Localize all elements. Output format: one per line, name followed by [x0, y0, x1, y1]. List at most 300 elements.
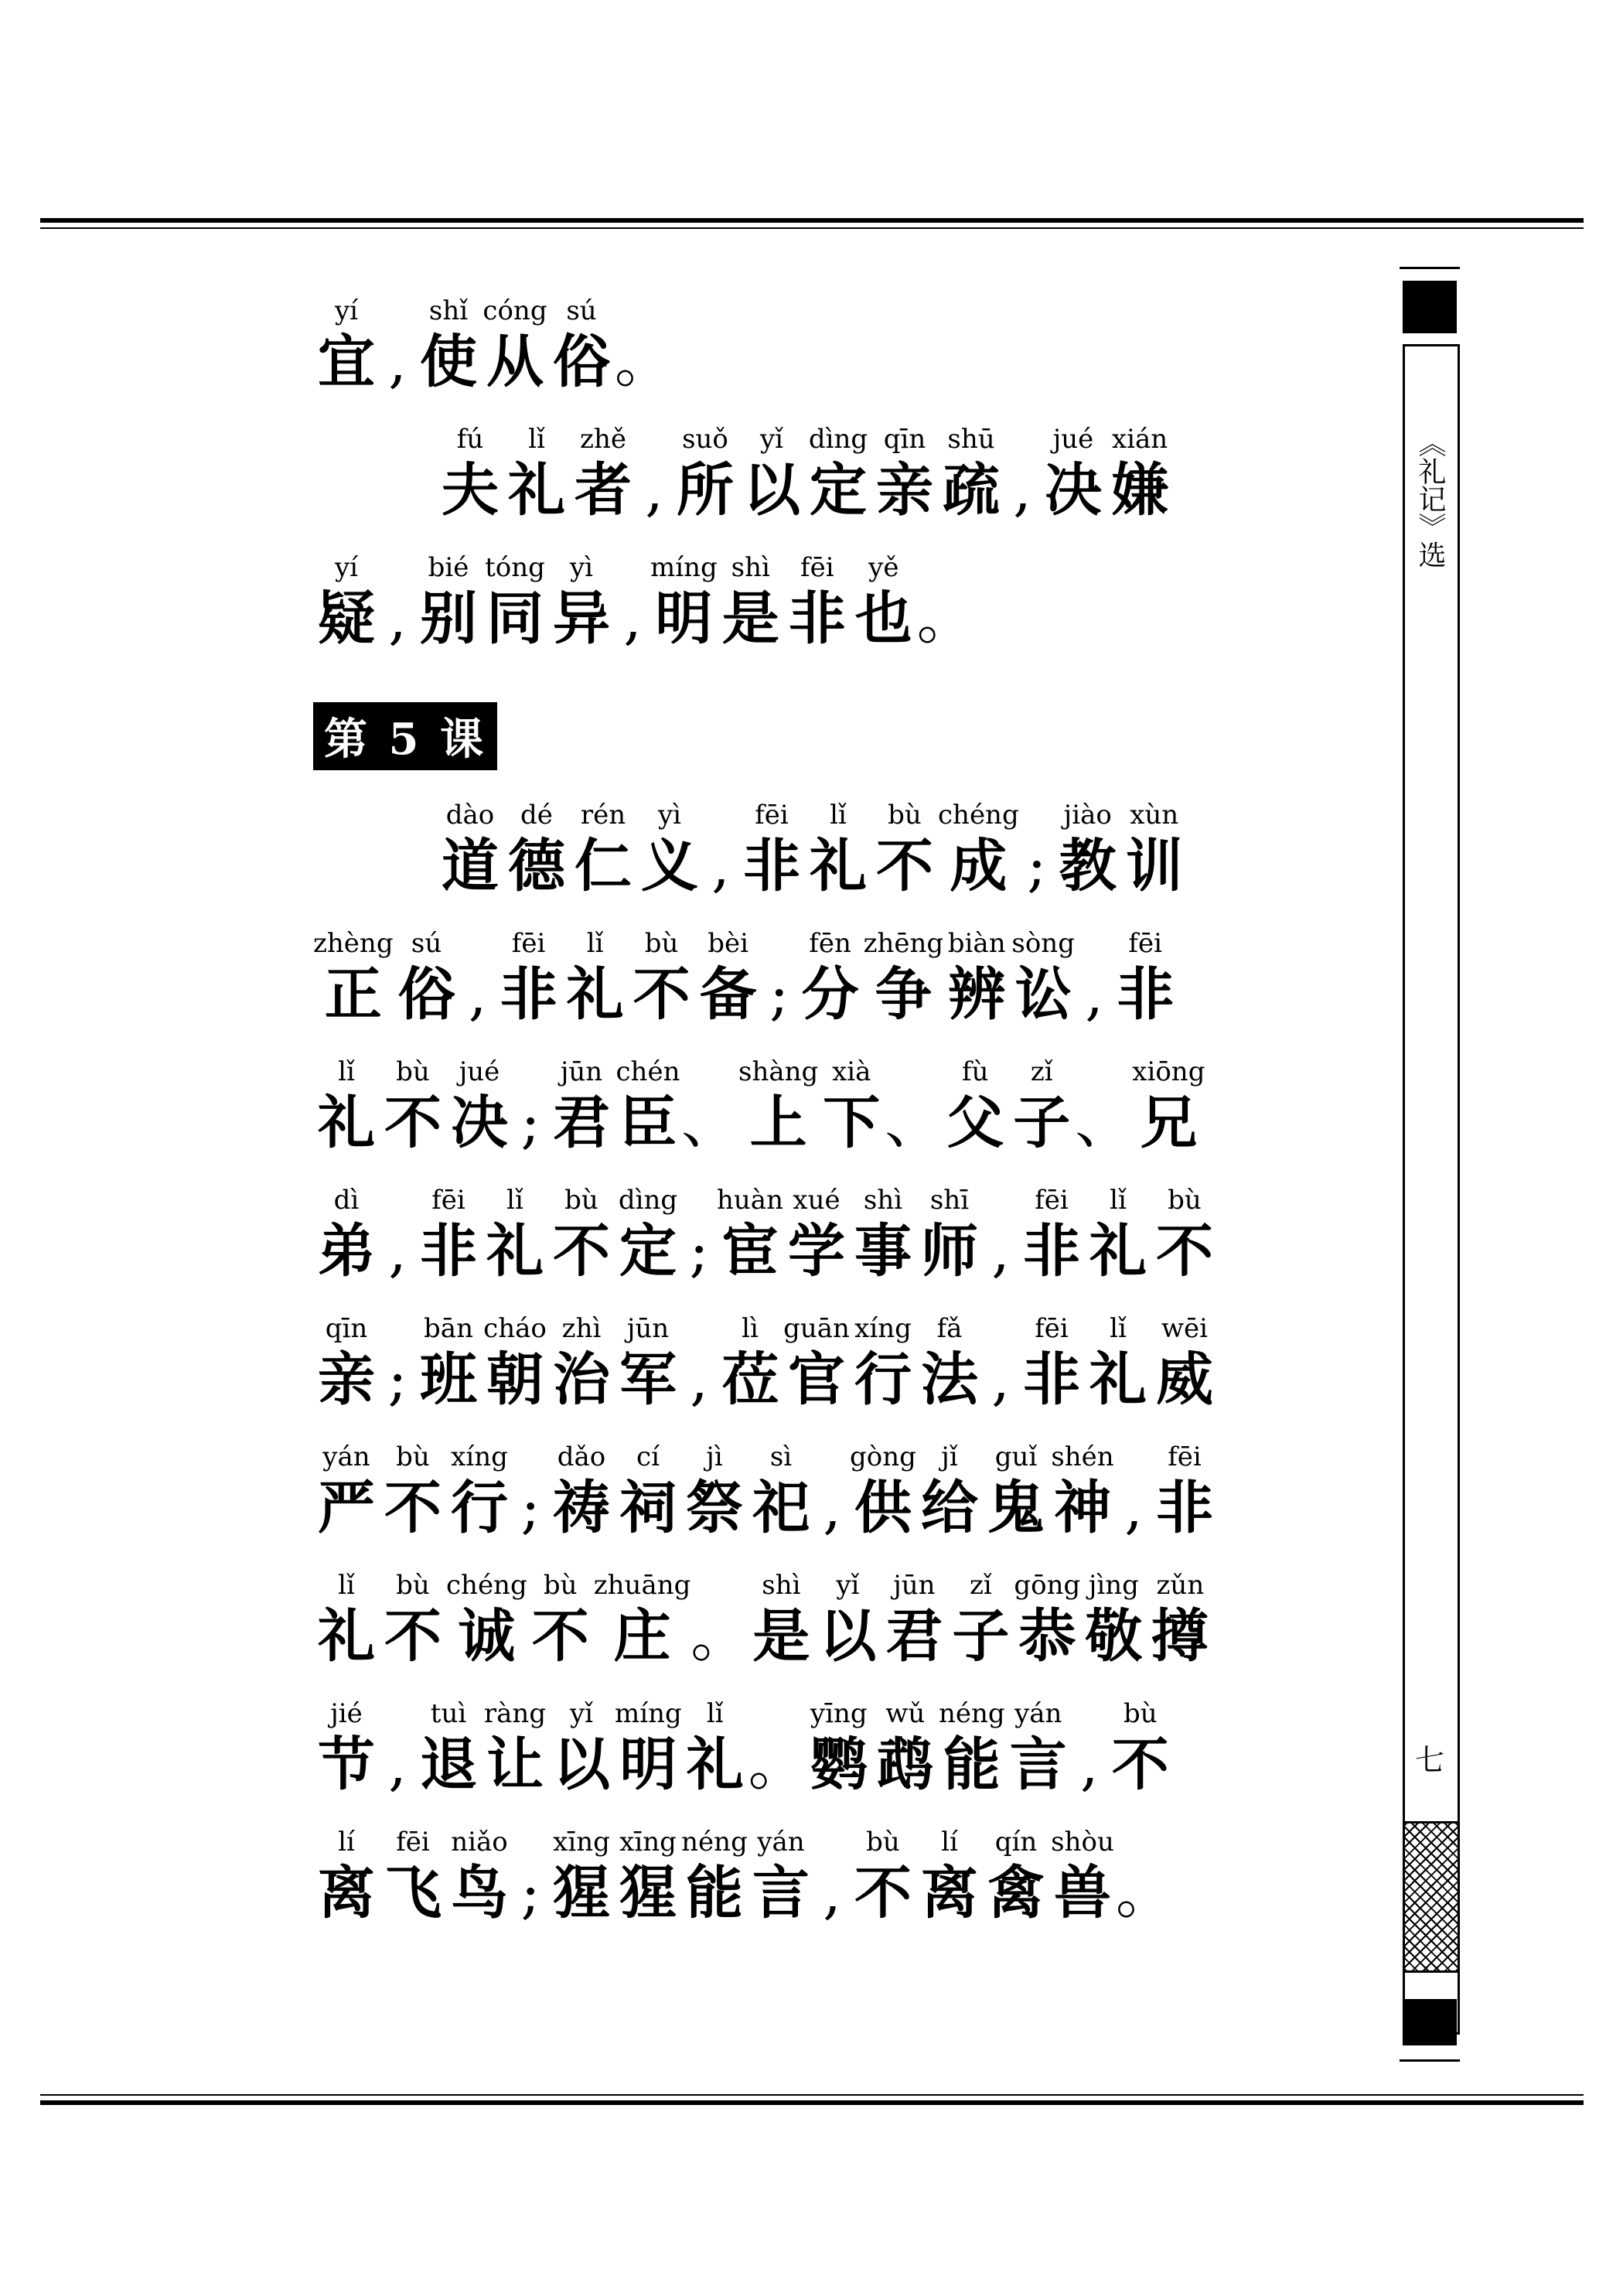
pinyin: xīng [553, 1827, 610, 1858]
character-with-pinyin [548, 1697, 615, 1799]
pinyin: yě [868, 552, 899, 583]
hanzi: 以 [743, 457, 800, 524]
pinyin: zhèng [313, 928, 394, 959]
main-text [313, 294, 1380, 1953]
hanzi: 臣 [619, 1090, 677, 1156]
hanzi: 君 [553, 1090, 610, 1156]
character-with-pinyin [415, 1183, 482, 1285]
pinyin: bié [428, 552, 469, 583]
hanzi: 非 [420, 1218, 477, 1284]
hanzi: 仁 [575, 833, 632, 899]
pinyin: lǐ [1110, 1313, 1127, 1344]
pinyin: jūn [893, 1570, 936, 1601]
character-with-pinyin [415, 551, 482, 653]
pinyin: xíng [854, 1313, 912, 1344]
hanzi: , [991, 1346, 1010, 1413]
hanzi: 决 [1045, 457, 1102, 524]
pinyin: fēi [755, 800, 789, 831]
character-with-pinyin [850, 1440, 916, 1542]
character-with-pinyin [313, 926, 394, 1029]
character-with-pinyin [871, 422, 938, 524]
character-with-pinyin [942, 1055, 1008, 1157]
character-with-pinyin [562, 926, 629, 1029]
character-with-pinyin [380, 1055, 446, 1157]
pinyin: shì [863, 1185, 903, 1216]
character-with-pinyin [1151, 1440, 1218, 1542]
hanzi: , [1013, 457, 1031, 524]
pinyin: niǎo [451, 1827, 508, 1858]
character-with-pinyin [1151, 1183, 1218, 1285]
hanzi: 君 [885, 1603, 943, 1670]
character-with-pinyin [718, 551, 784, 653]
punctuation [762, 926, 797, 1029]
punctuation [885, 1055, 942, 1157]
hanzi: 俗 [553, 329, 610, 395]
character-with-pinyin [814, 1568, 881, 1670]
character-with-pinyin [548, 1825, 615, 1927]
hanzi: 讼 [1014, 961, 1072, 1028]
punctuation [917, 551, 974, 653]
character-with-pinyin [938, 798, 1019, 900]
character-with-pinyin [939, 1697, 1005, 1799]
hanzi: , [388, 1218, 407, 1284]
punctuation [1116, 1825, 1173, 1927]
pinyin: qīn [883, 424, 926, 455]
pinyin: zǐ [969, 1570, 992, 1601]
pinyin: lǐ [1110, 1185, 1127, 1216]
pinyin: suǒ [682, 424, 728, 455]
hanzi: 鸟 [451, 1860, 508, 1926]
character-with-pinyin [916, 1440, 983, 1542]
character-with-pinyin [313, 1183, 380, 1285]
character-with-pinyin [548, 1055, 615, 1157]
pinyin: gōng [1014, 1570, 1081, 1601]
character-with-pinyin [1080, 1568, 1147, 1670]
hanzi: 猩 [553, 1860, 610, 1926]
pinyin: yīng [810, 1698, 868, 1729]
character-with-pinyin [805, 422, 871, 524]
character-with-pinyin [615, 1312, 681, 1414]
hanzi: 礼 [486, 1218, 544, 1284]
text-line [313, 926, 1380, 1029]
hanzi: 能 [686, 1860, 743, 1926]
character-with-pinyin [872, 1697, 939, 1799]
hanzi: 节 [318, 1731, 375, 1798]
punctuation [681, 1312, 717, 1414]
character-with-pinyin [446, 1568, 527, 1670]
pinyin: jiào [1063, 800, 1112, 831]
hanzi: 不 [854, 1860, 912, 1926]
punctuation [690, 1568, 748, 1670]
hanzi: , [388, 1731, 407, 1798]
pinyin: guǐ [994, 1441, 1038, 1472]
character-with-pinyin [947, 1568, 1014, 1670]
text-line [313, 551, 1380, 653]
pinyin: xīng [619, 1827, 677, 1858]
hanzi: 定 [619, 1218, 677, 1284]
character-with-pinyin [1010, 926, 1076, 1029]
hanzi: 非 [1156, 1475, 1213, 1541]
pinyin: míng [615, 1698, 682, 1729]
character-with-pinyin [446, 1440, 513, 1542]
character-with-pinyin [1085, 1312, 1151, 1414]
hanzi: ; [1027, 833, 1047, 899]
hanzi: 弟 [318, 1218, 375, 1284]
pinyin: cháo [483, 1313, 547, 1344]
hanzi: 不 [384, 1603, 442, 1670]
character-with-pinyin [415, 1697, 482, 1799]
pinyin: xíng [451, 1441, 508, 1472]
hanzi: 非 [1023, 1218, 1080, 1284]
hanzi: 备 [699, 961, 757, 1028]
hanzi: 祷 [553, 1475, 610, 1541]
pinyin: qīn [325, 1313, 368, 1344]
pinyin: zǔn [1156, 1570, 1205, 1601]
pinyin: xué [793, 1185, 840, 1216]
hanzi: 事 [854, 1218, 912, 1284]
character-with-pinyin [818, 1055, 885, 1157]
character-with-pinyin [748, 1440, 814, 1542]
hanzi: 嫌 [1111, 457, 1168, 524]
hanzi: 飞 [384, 1860, 442, 1926]
character-with-pinyin [313, 1312, 380, 1414]
character-with-pinyin [548, 294, 615, 396]
hanzi: 以 [553, 1731, 610, 1798]
character-with-pinyin [548, 551, 615, 653]
pinyin: yí [334, 552, 359, 583]
strip-top-block [1403, 281, 1457, 333]
pinyin: zǐ [1030, 1056, 1053, 1087]
hanzi: 疑 [318, 585, 375, 652]
punctuation [1076, 926, 1112, 1029]
hanzi: , [823, 1860, 841, 1926]
pinyin: gòng [850, 1441, 916, 1472]
pinyin: lǐ [338, 1056, 355, 1087]
hanzi: , [388, 585, 407, 652]
hanzi: , [823, 1475, 841, 1541]
hanzi: 不 [632, 961, 690, 1028]
text-line [313, 1825, 1380, 1927]
pinyin: lǐ [586, 928, 604, 959]
hanzi: 。 [1116, 1860, 1173, 1926]
strip-bottom-block [1403, 1999, 1457, 2045]
hanzi: 明 [655, 585, 713, 652]
character-with-pinyin [850, 1183, 916, 1285]
hanzi: 班 [420, 1346, 477, 1413]
hanzi: 给 [921, 1475, 978, 1541]
pinyin: bèi [708, 928, 748, 959]
character-with-pinyin [503, 422, 570, 524]
hanzi: 。 [916, 585, 974, 652]
hanzi: 道 [442, 833, 499, 899]
pinyin: bù [1123, 1698, 1158, 1729]
pinyin: néng [938, 1698, 1005, 1729]
punctuation [615, 551, 650, 653]
pinyin: míng [650, 552, 718, 583]
pinyin: jì [706, 1441, 723, 1472]
hanzi: 礼 [686, 1731, 744, 1798]
pinyin: yǐ [759, 424, 784, 455]
pinyin: dì [333, 1185, 360, 1216]
hanzi: , [1080, 1731, 1099, 1798]
pinyin: fēi [1035, 1313, 1069, 1344]
hanzi: 成 [950, 833, 1008, 899]
hanzi: 让 [486, 1731, 544, 1798]
pinyin: lǐ [338, 1570, 355, 1601]
hanzi: 退 [420, 1731, 477, 1798]
character-with-pinyin [1106, 422, 1173, 524]
character-with-pinyin [851, 551, 917, 653]
character-with-pinyin [1018, 1183, 1085, 1285]
character-with-pinyin [783, 1183, 850, 1285]
hanzi: 礼 [1089, 1218, 1147, 1284]
pinyin: bù [888, 800, 922, 831]
character-with-pinyin [437, 798, 503, 900]
character-with-pinyin [748, 1825, 814, 1927]
pinyin: zhēng [863, 928, 944, 959]
pinyin: néng [681, 1827, 748, 1858]
character-with-pinyin [482, 294, 548, 396]
hanzi: 辨 [948, 961, 1006, 1028]
character-with-pinyin [717, 1312, 783, 1414]
punctuation [1116, 1440, 1151, 1542]
hanzi: 、 [681, 1090, 738, 1156]
hanzi: 下 [823, 1090, 881, 1156]
hanzi: 不 [876, 833, 933, 899]
pinyin: shì [762, 1570, 801, 1601]
pinyin: shòu [1051, 1827, 1114, 1858]
hanzi: 祠 [619, 1475, 677, 1541]
hanzi: 庄 [613, 1603, 671, 1670]
character-with-pinyin [1049, 1440, 1116, 1542]
character-with-pinyin [1132, 1055, 1205, 1157]
hanzi: 不 [553, 1218, 610, 1284]
pinyin: fēi [1168, 1441, 1202, 1472]
hanzi: 能 [943, 1731, 1001, 1798]
hanzi: 礼 [318, 1603, 375, 1670]
pinyin: fǎ [936, 1313, 963, 1344]
character-with-pinyin [805, 798, 871, 900]
pinyin: jūn [626, 1313, 670, 1344]
pinyin: lí [338, 1827, 355, 1858]
pinyin: bù [543, 1570, 578, 1601]
hanzi: 礼 [1089, 1346, 1147, 1413]
character-with-pinyin [313, 294, 380, 396]
character-with-pinyin [636, 798, 703, 900]
hanzi: 、 [885, 1090, 943, 1156]
pinyin: shī [929, 1185, 970, 1216]
pinyin: rén [580, 800, 626, 831]
strip-frame [1403, 344, 1460, 2035]
hanzi: ; [520, 1475, 540, 1541]
pinyin: fēi [396, 1827, 430, 1858]
hanzi: 夫 [442, 457, 499, 524]
character-with-pinyin [850, 1825, 916, 1927]
hanzi: 恭 [1018, 1603, 1076, 1670]
hanzi: ; [387, 1346, 407, 1413]
pinyin: sì [769, 1441, 793, 1472]
hanzi: 离 [318, 1860, 375, 1926]
pinyin: xià [832, 1056, 871, 1087]
hanzi: 鹦 [810, 1731, 868, 1798]
pinyin: bù [396, 1056, 430, 1087]
character-with-pinyin [938, 422, 1004, 524]
character-with-pinyin [548, 1440, 615, 1542]
pinyin: chéng [938, 800, 1019, 831]
hanzi: 军 [619, 1346, 677, 1413]
character-with-pinyin [496, 926, 562, 1029]
character-with-pinyin [380, 1568, 446, 1670]
text-line [313, 422, 1380, 524]
character-with-pinyin [1085, 1183, 1151, 1285]
character-with-pinyin [784, 551, 851, 653]
pinyin: yán [322, 1441, 370, 1472]
character-with-pinyin [615, 1055, 681, 1157]
pinyin: zhě [580, 424, 626, 455]
character-with-pinyin [615, 1183, 681, 1285]
pinyin: bù [564, 1185, 598, 1216]
bottom-rule-thin [40, 2094, 1584, 2096]
punctuation [1004, 422, 1040, 524]
character-with-pinyin [380, 1825, 446, 1927]
hanzi: 子 [952, 1603, 1010, 1670]
pinyin: dǎo [557, 1441, 606, 1472]
pinyin: shàng [738, 1056, 819, 1087]
hanzi: 决 [451, 1090, 508, 1156]
character-with-pinyin [850, 1312, 916, 1414]
character-with-pinyin [527, 1568, 594, 1670]
hanzi: 非 [500, 961, 557, 1028]
character-with-pinyin [1151, 1312, 1218, 1414]
text-line [313, 1568, 1380, 1670]
character-with-pinyin [1121, 798, 1188, 900]
hanzi: 礼 [810, 833, 867, 899]
hanzi: 德 [508, 833, 565, 899]
hanzi: 不 [384, 1475, 442, 1541]
hanzi: 礼 [566, 961, 624, 1028]
character-with-pinyin [916, 1312, 983, 1414]
character-with-pinyin [313, 551, 380, 653]
pinyin: jǐ [941, 1441, 958, 1472]
hanzi: 鹉 [876, 1731, 934, 1798]
pinyin: yán [1014, 1698, 1062, 1729]
hanzi: 礼 [318, 1090, 375, 1156]
character-with-pinyin [783, 1312, 850, 1414]
hanzi: 行 [854, 1346, 912, 1413]
character-with-pinyin [446, 1055, 513, 1157]
character-with-pinyin [1049, 1825, 1116, 1927]
punctuation [814, 1440, 850, 1542]
pinyin: zhuāng [593, 1570, 691, 1601]
character-with-pinyin [881, 1568, 947, 1670]
hanzi: ; [689, 1218, 709, 1284]
punctuation [380, 1697, 415, 1799]
character-with-pinyin [797, 926, 864, 1029]
punctuation [380, 551, 415, 653]
character-with-pinyin [1018, 1312, 1085, 1414]
character-with-pinyin [943, 926, 1010, 1029]
character-with-pinyin [313, 1697, 380, 1799]
punctuation [681, 1183, 717, 1285]
hanzi: 不 [531, 1603, 589, 1670]
pinyin: jìng [1088, 1570, 1139, 1601]
punctuation [513, 1440, 548, 1542]
pinyin: sú [566, 295, 597, 326]
hanzi: 离 [921, 1860, 978, 1926]
hanzi: 正 [324, 961, 382, 1028]
punctuation [814, 1825, 850, 1927]
character-with-pinyin [738, 798, 805, 900]
hanzi: 、 [1075, 1090, 1133, 1156]
hanzi: 师 [921, 1218, 978, 1284]
pinyin: fēi [511, 928, 546, 959]
pinyin: lǐ [506, 1185, 523, 1216]
text-line [313, 294, 1380, 396]
hanzi: 供 [854, 1475, 912, 1541]
hanzi: 礼 [508, 457, 565, 524]
pinyin: cóng [482, 295, 547, 326]
top-rule-thick [40, 218, 1584, 223]
hanzi: ; [769, 961, 789, 1028]
hanzi: , [991, 1218, 1010, 1284]
character-with-pinyin [695, 926, 762, 1029]
pinyin: yì [569, 552, 594, 583]
hanzi: 。 [615, 329, 672, 395]
punctuation [513, 1825, 548, 1927]
text-line [313, 1440, 1380, 1542]
hanzi: , [645, 457, 663, 524]
hanzi: 分 [801, 961, 859, 1028]
hanzi: 非 [1117, 961, 1175, 1028]
pinyin: lǐ [830, 800, 847, 831]
punctuation [1019, 798, 1055, 900]
pinyin: xián [1111, 424, 1168, 455]
character-with-pinyin [394, 926, 460, 1029]
pinyin: dé [520, 800, 553, 831]
hanzi: 明 [619, 1731, 677, 1798]
character-with-pinyin [806, 1697, 872, 1799]
pinyin: fēn [809, 928, 851, 959]
pinyin: chén [615, 1056, 680, 1087]
character-with-pinyin [615, 1825, 681, 1927]
hanzi: 言 [752, 1860, 810, 1926]
pinyin: zhì [561, 1313, 602, 1344]
pinyin: qín [994, 1827, 1038, 1858]
character-with-pinyin [482, 1697, 548, 1799]
pinyin: bù [1168, 1185, 1202, 1216]
pinyin: jué [1052, 424, 1094, 455]
punctuation [681, 1055, 738, 1157]
pinyin: biàn [947, 928, 1006, 959]
pinyin: fēi [1035, 1185, 1069, 1216]
hanzi: 异 [553, 585, 610, 652]
side-strip [1400, 267, 1460, 2065]
character-with-pinyin [1147, 1568, 1213, 1670]
pinyin: xiōng [1132, 1056, 1205, 1087]
character-with-pinyin [717, 1183, 783, 1285]
hanzi: 兄 [1140, 1090, 1198, 1156]
hanzi: 非 [788, 585, 846, 652]
character-with-pinyin [1005, 1697, 1072, 1799]
hanzi: , [388, 329, 407, 395]
pinyin: yǐ [836, 1570, 860, 1601]
pinyin: yí [334, 295, 359, 326]
text-line [313, 798, 1380, 900]
pinyin: bān [424, 1313, 473, 1344]
punctuation [748, 1697, 806, 1799]
top-rule-thin [40, 227, 1584, 229]
hanzi: 兽 [1054, 1860, 1111, 1926]
